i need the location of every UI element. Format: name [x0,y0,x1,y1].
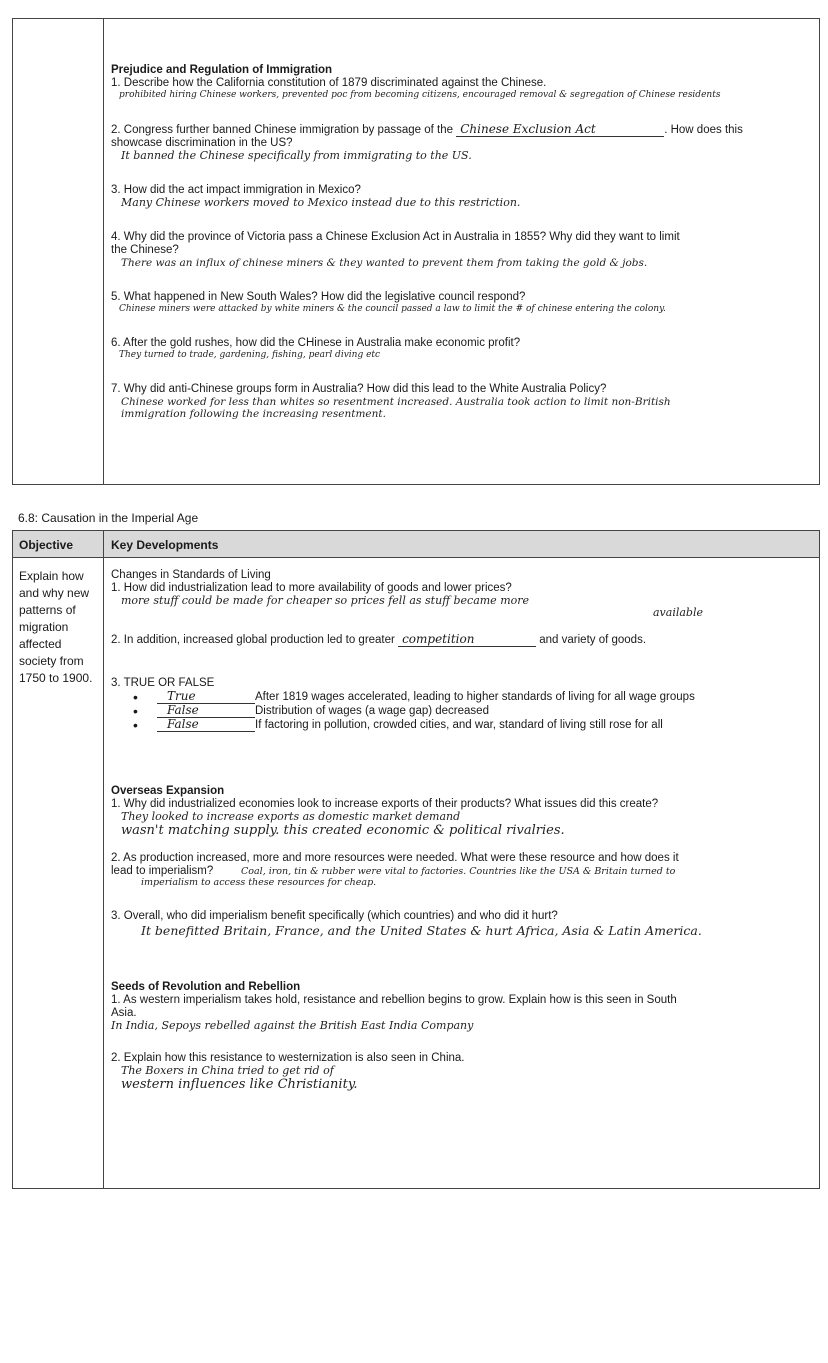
living-question-2-post: and variety of goods. [539,634,647,646]
overseas-answer-2-line-1: Coal, iron, tin & rubber were vital to factories. Countries like the USA & Britain turned to [241,866,676,877]
overseas-question-3: 3. Overall, who did imperialism benefit specifically (which countries) and who did it hurt? [111,910,558,922]
tf-statement: Distribution of wages (a wage gap) decreased [255,705,489,717]
bullet: • [133,703,138,719]
section-title-prejudice: Prejudice and Regulation of Immigration [111,64,333,76]
top-content [111,63,813,420]
tf-answer: False [157,718,255,732]
question-4: 4. Why did the province of Victoria pass a Chinese Exclusion Act in Australia in 1855? Why did they want to limit [111,231,680,243]
answer-3: Many Chinese workers moved to Mexico instead due to this restriction. [121,196,521,209]
section-label: 6.8: Causation in the Imperial Age [18,511,199,525]
question-3: 3. How did the act impact immigration in Mexico? [111,184,361,196]
section-title-overseas: Overseas Expansion [111,785,225,797]
living-question-2 [111,633,813,647]
section-title-living: Changes in Standards of Living [111,569,271,581]
overseas-question-2: 2. As production increased, more and more resources were needed. What were these resource and how does it [111,852,679,864]
seeds-answer-2-line-2: western influences like Christianity. [121,1077,358,1092]
answer-4: There was an influx of chinese miners & they wanted to prevent them from taking the gold & jobs. [121,257,648,269]
objective-text: Explain how and why new patterns of migration affected society from 1750 to 1900. [19,569,93,685]
overseas-question-2-cont: lead to imperialism? [111,865,214,877]
tf-item [133,718,813,732]
answer-5: Chinese miners were attacked by white miners & the council passed a law to limit the # of chinese entering the colony. [119,304,666,314]
living-answer-1: more stuff could be made for cheaper so prices fell as stuff became more [121,594,530,607]
living-answer-2-blank: competition [398,633,536,647]
column-divider [103,531,104,1188]
seeds-answer-2-line-1: The Boxers in China tried to get rid of [121,1064,334,1077]
tf-answer: False [157,704,255,718]
top-table [12,18,820,485]
question-2-cont: showcase discrimination in the US? [111,137,293,149]
overseas-answer-3: It benefitted Britain, France, and the United States & hurt Africa, Asia & Latin America. [141,923,702,938]
seeds-question-1: 1. As western imperialism takes hold, resistance and rebellion begins to grow. Explain how is this seen in South [111,994,677,1006]
question-2-post: . How does this [664,124,743,136]
seeds-question-1-cont: Asia. [111,1007,137,1019]
true-false-list [111,690,813,732]
overseas-question-1: 1. Why did industrialized economies look to increase exports of their products? What issues did this create? [111,798,659,810]
question-1: 1. Describe how the California constitution of 1879 discriminated against the Chinese. [111,77,547,89]
table-header [13,531,819,558]
living-question-2-pre: 2. In addition, increased global production led to greater [111,634,395,646]
bullet: • [133,689,138,705]
question-2-pre: 2. Congress further banned Chinese immigration by passage of the [111,124,454,136]
answer-6: They turned to trade, gardening, fishing, pearl diving etc [119,350,381,360]
answer-2: It banned the Chinese specifically from immigrating to the US. [121,149,472,162]
answer-7-line-2: immigration following the increasing resentment. [121,408,386,420]
overseas-answer-1-line-2: wasn't matching supply. this created economic & political rivalries. [121,823,565,838]
tf-item [133,690,813,704]
question-2 [111,123,813,137]
overseas-answer-2-line-2: imperialism to access these resources for cheap. [141,877,377,888]
bottom-table [12,530,820,1189]
column-divider [103,19,104,484]
bullet: • [133,717,138,733]
header-objective: Objective [19,538,74,552]
seeds-answer-1: In India, Sepoys rebelled against the British East India Company [111,1019,474,1032]
section-title-seeds: Seeds of Revolution and Rebellion [111,981,301,993]
living-question-3: 3. TRUE OR FALSE [111,677,215,689]
question-5: 5. What happened in New South Wales? How did the legislative council respond? [111,291,526,303]
key-developments-content [111,569,813,1092]
living-answer-1-cont: available [653,606,703,619]
answer-2-blank: Chinese Exclusion Act [456,123,664,137]
question-7: 7. Why did anti-Chinese groups form in Australia? How did this lead to the White Australia Policy? [111,383,607,395]
answer-7-line-1: Chinese worked for less than whites so resentment increased. Australia took action to limit non-British [121,396,671,408]
tf-answer: True [157,690,255,704]
tf-statement: If factoring in pollution, crowded cities, and war, standard of living still rose for all [255,719,663,731]
overseas-answer-1-line-1: They looked to increase exports as domestic market demand [121,810,461,823]
tf-item [133,704,813,718]
header-key-developments: Key Developments [111,538,219,552]
tf-statement: After 1819 wages accelerated, leading to higher standards of living for all wage groups [255,691,695,703]
living-question-1: 1. How did industrialization lead to more availability of goods and lower prices? [111,582,512,594]
question-6: 6. After the gold rushes, how did the CHinese in Australia make economic profit? [111,337,521,349]
question-4-cont: the Chinese? [111,244,179,256]
seeds-question-2: 2. Explain how this resistance to westernization is also seen in China. [111,1052,465,1064]
answer-1: prohibited hiring Chinese workers, prevented poc from becoming citizens, encouraged removal & segregation of Chinese residents [119,90,721,100]
